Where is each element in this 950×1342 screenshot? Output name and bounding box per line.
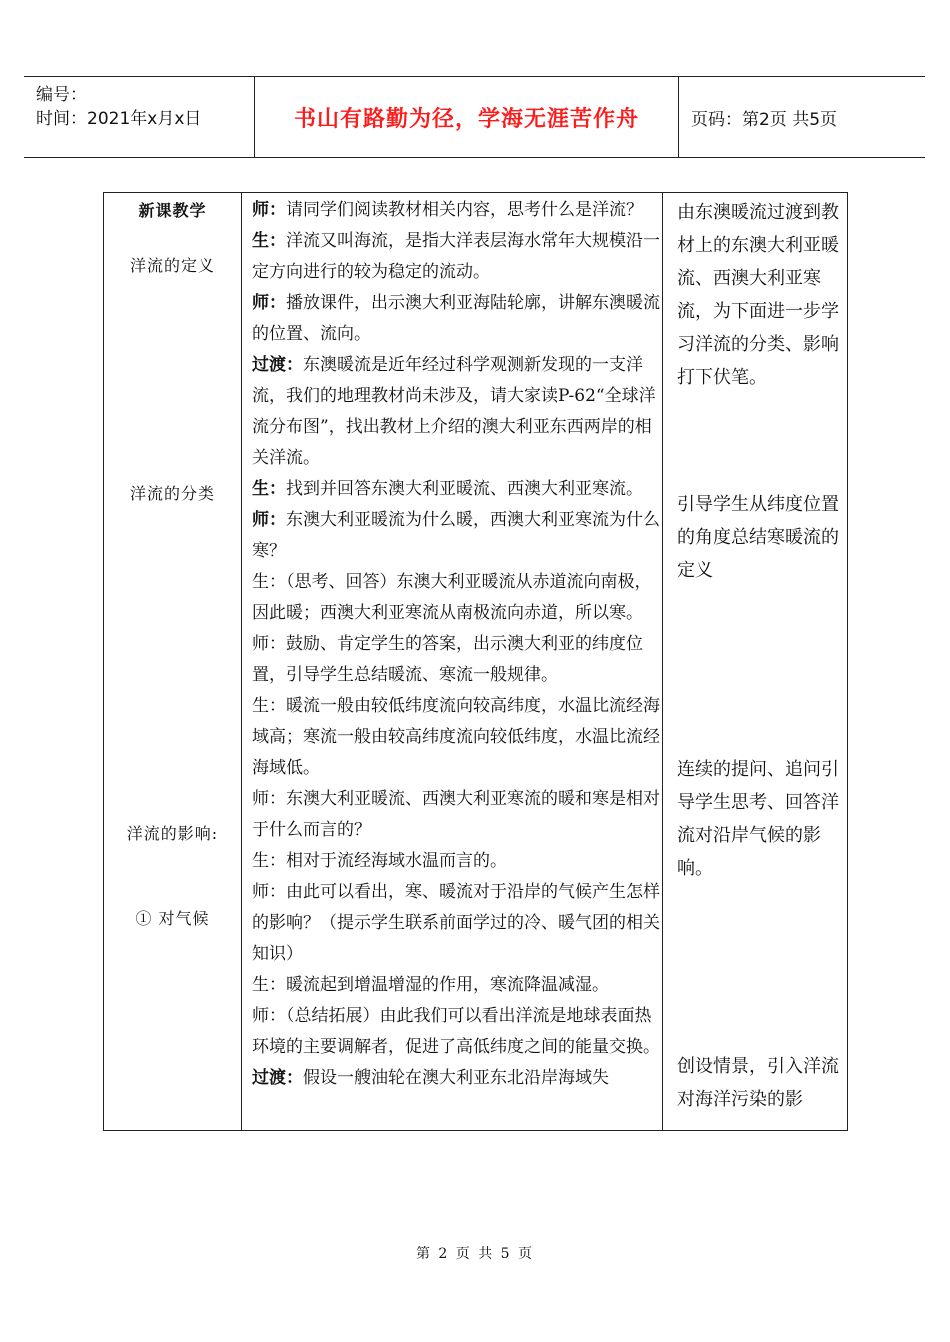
design-note: 由东澳暖流过渡到教材上的东澳大利亚暖流、西澳大利亚寒流，为下面进一步学习洋流的分类、影响打下伏笔。 [677,202,839,388]
page-footer: 第 2 页 共 5 页 [415,1246,535,1262]
speaker-label: 师： [252,510,286,530]
column-divider [662,193,663,1130]
dialogue-text: 生：暖流起到增温增湿的作用，寒流降温减湿。 [252,975,609,995]
serial-label: 编号： [36,85,87,105]
dialogue-paragraph [252,567,662,629]
design-note: 连续的提问、追问引导学生思考、回答洋流对沿岸气候的影响。 [677,759,839,879]
section-label: 洋流的影响: [126,824,219,843]
dialogue-text: 请同学们阅读教材相关内容，思考什么是洋流？ [286,200,643,220]
header-meta [24,77,255,157]
dialogue-text: 师：东澳大利亚暖流、西澳大利亚寒流的暖和寒是相对于什么而言的？ [252,789,660,840]
dialogue-text: 师：（总结拓展）由此我们可以看出洋流是地球表面热环境的主要调解者，促进了高低纬度之间的能量交换。 [252,1006,660,1057]
dialogue-paragraph [252,970,662,1001]
dialogue-paragraph [252,877,662,970]
dialogue-paragraph [252,784,662,846]
column-divider [241,193,242,1130]
speaker-label: 师： [252,200,286,220]
section-label: 洋流的分类 [129,484,215,503]
dialogue-paragraph [252,1063,662,1094]
speaker-label: 生： [252,479,286,499]
dialogue-paragraph [252,474,662,505]
design-note: 引导学生从纬度位置的角度总结寒暖流的定义 [677,494,839,581]
section-label: 新课教学 [138,201,207,220]
dialogue-text: 东澳暖流是近年经过科学观测新发现的一支洋流，我们的地理教材尚未涉及，请大家读P-62“全球洋流分布图”，找出教材上介绍的澳大利亚东西两岸的相关洋流。 [252,355,656,468]
dialogue-text: 师：鼓励、肯定学生的答案，出示澳大利亚的纬度位置，引导学生总结暖流、寒流一般规律。 [252,634,643,685]
page-header [24,76,925,158]
dialogue-text: 生：（思考、回答）东澳大利亚暖流从赤道流向南极，因此暖；西澳大利亚寒流从南极流向赤道，所以寒。 [252,572,652,623]
section-label: 洋流的定义 [129,256,215,275]
dialogue-paragraph [252,1001,662,1063]
dialogue-paragraph [252,691,662,784]
speaker-label: 过渡： [252,355,303,375]
dialogue-paragraph [252,350,662,474]
dialogue-text: 师：由此可以看出，寒、暖流对于沿岸的气候产生怎样的影响？（提示学生联系前面学过的冷、暖气团的相关知识） [252,882,660,964]
time-label: 时间：2021年x月x日 [36,109,202,129]
page-info: 页码：第2页 共5页 [691,109,838,130]
dialogue-paragraph [252,846,662,877]
speaker-label: 生： [252,231,286,251]
dialogue-text: 找到并回答东澳大利亚暖流、西澳大利亚寒流。 [286,479,643,499]
speaker-label: 师： [252,293,286,313]
motto: 书山有路勤为径，学海无涯苦作舟 [255,77,679,157]
dialogue-text: 假设一艘油轮在澳大利亚东北沿岸海域失 [303,1068,609,1088]
lesson-table [103,192,848,1131]
dialogue-text: 播放课件，出示澳大利亚海陆轮廓，讲解东澳暖流的位置、流向。 [252,293,660,344]
dialogue-text: 生：相对于流经海域水温而言的。 [252,851,507,871]
design-note: 创设情景，引入洋流对海洋污染的影 [677,1056,839,1110]
dialogue-column [244,195,662,1094]
dialogue-text: 洋流又叫海流，是指大洋表层海水常年大规模沿一定方向进行的较为稳定的流动。 [252,231,660,282]
dialogue-paragraph [252,629,662,691]
dialogue-paragraph [252,195,662,226]
dialogue-text: 生：暖流一般由较低纬度流向较高纬度，水温比流经海域高；寒流一般由较高纬度流向较低纬度，水温比流经海域低。 [252,696,660,778]
dialogue-paragraph [252,505,662,567]
section-label: ① 对气候 [135,909,210,928]
dialogue-paragraph [252,226,662,288]
speaker-label: 过渡： [252,1068,303,1088]
dialogue-text: 东澳大利亚暖流为什么暖，西澳大利亚寒流为什么寒？ [252,510,660,561]
dialogue-paragraph [252,288,662,350]
